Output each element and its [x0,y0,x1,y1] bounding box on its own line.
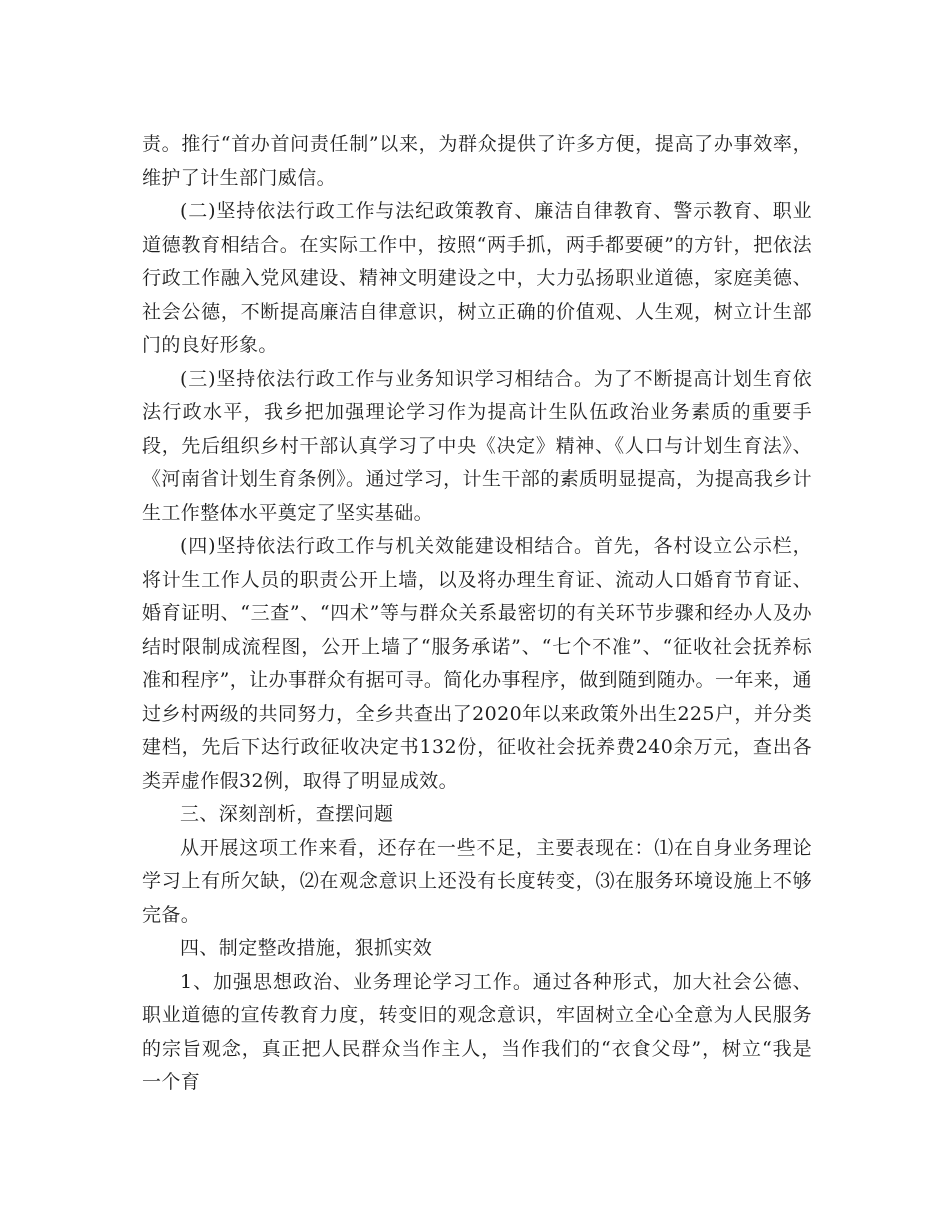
paragraph-section-three: (三)坚持依法行政工作与业务知识学习相结合。为了不断提高计划生育依法行政水平，我乡把加强理论学习作为提高计生队伍政治业务素质的重要手段，先后组织乡村干部认真学习了中央《决定》精神、《人口与计划生育法》、《河南省计划生育条例》。通过学习，计生干部的素质明显提高，为提高我乡计生工作整体水平奠定了坚实基础。 [142,367,812,524]
heading-analysis-problems: 三、深刻剖析，查摆问题 [180,803,394,825]
document-body [142,128,812,1100]
paragraph-shortcomings: 从开展这项工作来看，还存在一些不足，主要表现在：⑴在自身业务理论学习上有所欠缺，⑵在观念意识上还没有长度转变，⑶在服务环境设施上不够完备。 [142,836,812,926]
heading-rectification-measures: 四、制定整改措施，狠抓实效 [180,937,433,959]
paragraph-section-four: (四)坚持依法行政工作与机关效能建设相结合。首先，各村设立公示栏，将计生工作人员的职责公开上墙，以及将办理生育证、流动人口婚育节育证、婚育证明、“三查”、“四术”等与群众关系最密切的有关环节步骤和经办人及办结时限制成流程图，公开上墙了“服务承诺”、“七个不准”、“征收社会抚养标准和程序”，让办事群众有据可寻。简化办事程序，做到随到随办。一年来，通过乡村两级的共同努力，全乡共查出了2020年以来政策外出生225户，并分类建档，先后下达行政征收决定书132份，征收社会抚养费240余万元，查出各类弄虚作假32例，取得了明显成效。 [142,535,812,792]
paragraph-section-two: (二)坚持依法行政工作与法纪政策教育、廉洁自律教育、警示教育、职业道德教育相结合。在实际工作中，按照“两手抓，两手都要硬”的方针，把依法行政工作融入党风建设、精神文明建设之中，大力弘扬职业道德，家庭美德、社会公德，不断提高廉洁自律意识，树立正确的价值观、人生观，树立计生部门的良好形象。 [142,200,812,356]
paragraph-measure-one: 1、加强思想政治、业务理论学习工作。通过各种形式，加大社会公德、职业道德的宣传教育力度，转变旧的观念意识，牢固树立全心全意为人民服务的宗旨观念，真正把人民群众当作主人，当作我们的“衣食父母”，树立“我是一个育 [142,970,812,1093]
paragraph-continued-responsibility: 责。推行“首办首问责任制”以来，为群众提供了许多方便，提高了办事效率，维护了计生部门威信。 [142,133,812,189]
